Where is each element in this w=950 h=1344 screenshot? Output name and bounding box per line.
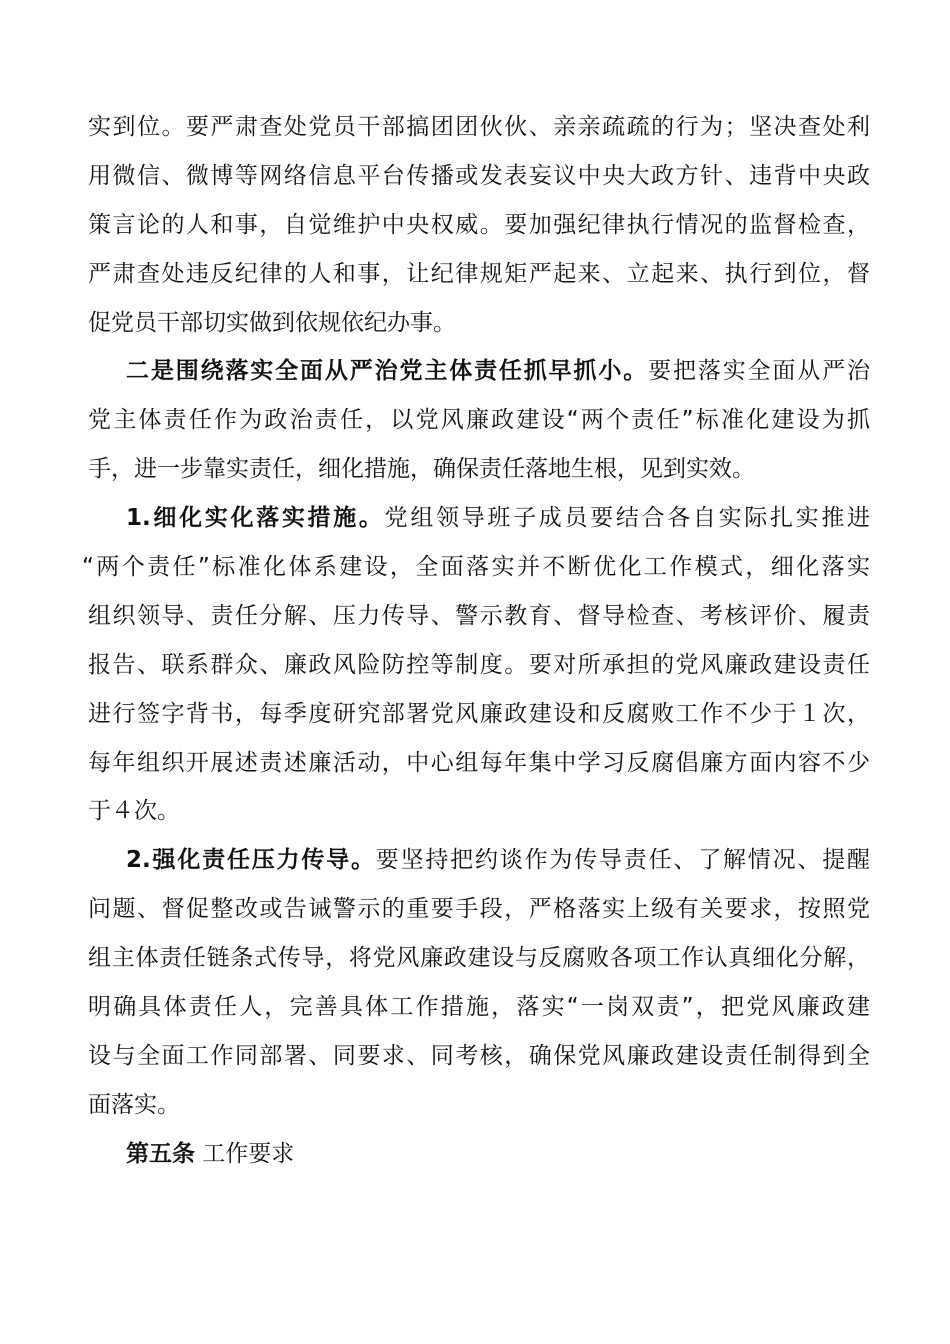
- paragraph-line: 实到位。要严肃查处党员干部搞团团伙伙、亲亲疏疏的行为；坚决查处利: [88, 114, 870, 140]
- section-heading: 二是围绕落实全面从严治党主体责任抓早抓小。: [126, 358, 649, 385]
- paragraph-line: 组织领导、责任分解、压力传导、警示教育、督导检查、考核评价、履责: [88, 602, 870, 629]
- paragraph-line: 明确具体责任人，完善具体工作措施，落实“一岗双责”，把党风廉政建: [88, 994, 870, 1021]
- article-title: 工作要求: [195, 1140, 295, 1167]
- paragraph-line: 于４次。: [88, 798, 180, 825]
- paragraph-line: 手，进一步靠实责任，细化措施，确保责任落地生根，见到实效。: [88, 456, 755, 483]
- paragraph-line: 进行签字背书，每季度研究部署党风廉政建设和反腐败工作不少于１次，: [88, 700, 870, 727]
- paragraph-text: 党组领导班子成员要结合各自实际扎实推进: [384, 505, 870, 532]
- paragraph-line: 设与全面工作同部署、同要求、同考核，确保党风廉政建设责任制得到全: [88, 1042, 870, 1069]
- paragraph-line: 问题、督促整改或告诫警示的重要手段，严格落实上级有关要求，按照党: [88, 896, 870, 923]
- article-heading-line: [88, 1130, 870, 1179]
- paragraph-line: 党主体责任作为政治责任，以党风廉政建设“两个责任”标准化建设为抓: [88, 407, 870, 434]
- section-heading-line: [88, 347, 870, 396]
- paragraph-line: 严肃查处违反纪律的人和事，让纪律规矩严起来、立起来、执行到位，督: [88, 260, 870, 287]
- subsection-heading-line: [88, 836, 870, 885]
- subsection-heading: 1.细化实化落实措施。: [126, 505, 385, 532]
- paragraph-line: 促党员干部切实做到依规依纪办事。: [88, 309, 456, 336]
- article-number: 第五条: [126, 1140, 195, 1167]
- paragraph-line: 策言论的人和事，自觉维护中央权威。要加强纪律执行情况的监督检查，: [88, 211, 870, 238]
- document-body: [82, 103, 871, 1179]
- paragraph-line: 报告、联系群众、廉政风险防控等制度。要对所承担的党风廉政建设责任: [88, 651, 870, 678]
- paragraph-line: 面落实。: [88, 1091, 180, 1118]
- paragraph-line: 用微信、微博等网络信息平台传播或发表妄议中央大政方针、违背中央政: [88, 162, 870, 189]
- paragraph-line: “两个责任”标准化体系建设，全面落实并不断优化工作模式，细化落实: [82, 554, 870, 581]
- paragraph-line: 组主体责任链条式传导，将党风廉政建设与反腐败各项工作认真细化分解，: [88, 945, 870, 972]
- paragraph-text: 要把落实全面从严治: [648, 358, 871, 385]
- subsection-heading: 2.强化责任压力传导。: [126, 847, 376, 874]
- paragraph-text: 要坚持把约谈作为传导责任、了解情况、提醒: [375, 847, 870, 874]
- paragraph-line: 每年组织开展述责述廉活动，中心组每年集中学习反腐倡廉方面内容不少: [88, 749, 870, 776]
- subsection-heading-line: [88, 494, 870, 543]
